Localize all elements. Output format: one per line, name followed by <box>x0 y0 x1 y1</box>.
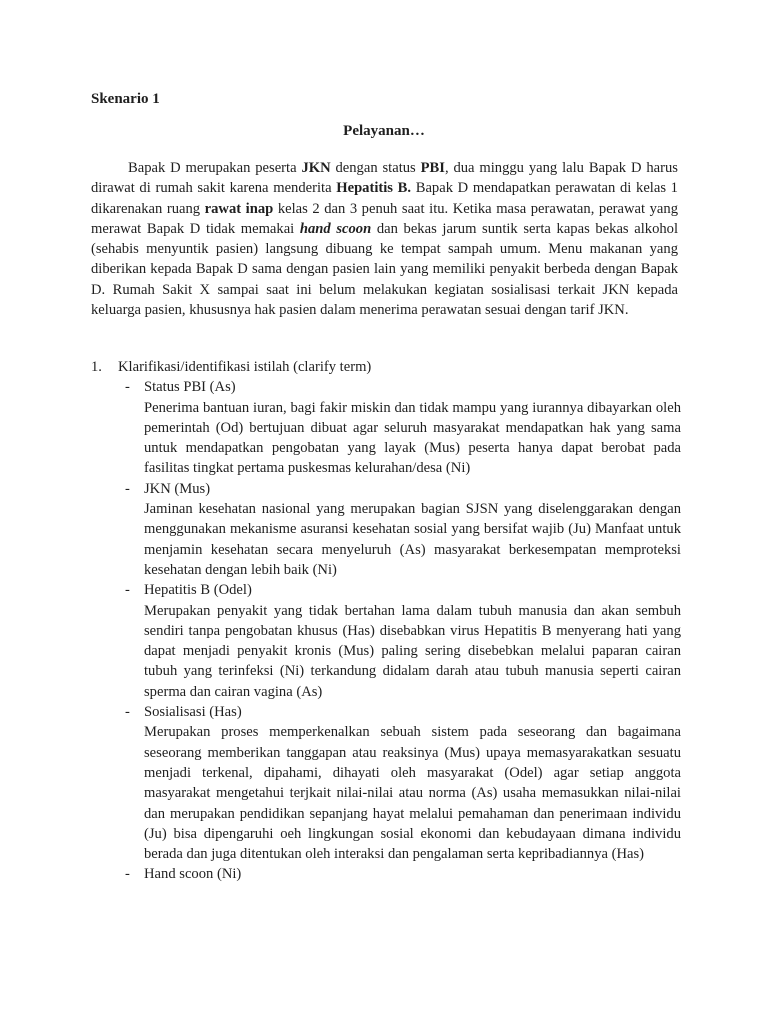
scenario-paragraph <box>91 158 678 320</box>
scenario-subheading: Pelayanan… <box>343 123 425 139</box>
term-title: Hepatitis B (Odel) <box>144 582 252 599</box>
scenario-heading: Skenario 1 <box>91 91 160 107</box>
term-dash: - <box>125 582 130 599</box>
term-item <box>91 702 681 722</box>
paragraph-run: kelas 2 dan 3 penuh saat itu. Ketika masa perawatan, perawat yang merawat Bapak D tidak memakai <box>91 200 678 237</box>
list-number: 1. <box>91 359 102 375</box>
paragraph-run: , dua minggu yang lalu Bapak D harus dirawat di rumah sakit karena menderita <box>91 160 678 197</box>
term-item <box>91 479 681 499</box>
term-definition: Merupakan penyakit yang tidak bertahan lama dalam tubuh manusia dan akan sembuh sendiri tanpa pengobatan khusus (Has) disebabkan virus Hepatitis B menyerang hati yang dapat menjadi penyakit kronis (Mus) paling sering disebebkan melalui paparan cairan tubuh yang terinfeksi (Ni) terkandung didalam darah atau tubuh manusia seperti cairan sperma dan cairan vagina (As) <box>144 602 681 700</box>
term-item <box>91 864 681 884</box>
paragraph-run: Bapak D mendapatkan perawatan di kelas 1 dikarenakan ruang <box>91 180 678 217</box>
paragraph-run-bold: JKN <box>301 160 331 176</box>
term-title: Hand scoon (Ni) <box>144 866 242 883</box>
paragraph-run: dengan status <box>330 160 421 176</box>
paragraph-run-bold: rawat inap <box>204 200 274 217</box>
term-definition: Penerima bantuan iuran, bagi fakir miskin dan tidak mampu yang iurannya dibayarkan oleh pemerintah (Od) bertujuan dibuat agar seluruh masyarakat mendapatkan hak yang sama untuk mendapatkan pengobatan yang layak (Mus) peserta hanya dapat berobat pada fasilitas tingkat pertama puskesmas kelurahan/desa (Ni) <box>144 399 681 477</box>
list-header <box>91 357 681 377</box>
paragraph-run-bold: PBI <box>420 160 445 176</box>
term-dash: - <box>125 866 130 883</box>
term-dash: - <box>125 379 130 396</box>
paragraph-run-bold-italic: hand scoon <box>299 220 372 237</box>
paragraph-run: Bapak D merupakan peserta <box>128 160 302 176</box>
term-title: Status PBI (As) <box>144 379 236 396</box>
term-title: JKN (Mus) <box>144 480 211 497</box>
term-list <box>91 357 681 885</box>
paragraph-run-bold: Hepatitis B. <box>336 180 412 197</box>
term-definition: Jaminan kesehatan nasional yang merupakan bagian SJSN yang diselenggarakan dengan menggunakan mekanisme asuransi kesehatan sosial yang bersifat wajib (Ju) Manfaat untuk menjamin kesehatan secara menyeluruh (As) masyarakat berkesempatan memproteksi kesehatan dengan lebih baik (Ni) <box>144 501 681 578</box>
term-item <box>91 377 681 397</box>
term-title: Sosialisasi (Has) <box>144 704 242 721</box>
paragraph-run: dan bekas jarum suntik serta kapas bekas alkohol (sehabis menyuntik pasien) langsung dibuang ke tempat sampah umum. Menu makanan yang diberikan kepada Bapak D sama dengan pasien lain yang memiliki penyakit berbeda dengan Bapak D. Rumah Sakit X sampai saat ini belum melakukan kegiatan sosialisasi terkait JKN kepada keluarga pasien, khususnya hak pasien dalam menerima perawatan sesuai dengan tarif JKN. <box>91 220 679 319</box>
term-item <box>91 580 681 600</box>
list-title: Klarifikasi/identifikasi istilah (clarify term) <box>118 359 372 375</box>
term-dash: - <box>125 480 130 497</box>
term-dash: - <box>125 704 130 721</box>
term-definition: Merupakan proses memperkenalkan sebuah sistem pada seseorang dan bagaimana seseorang memberikan tanggapan atau reaksinya (Mus) upaya memasyarakatkan sesuatu menjadi terkenal, dipahami, dihayati oleh masyarakat (Odel) agar setiap anggota masyarakat mengetahui terjkait nilai-nilai atau norma (As) usaha memasukkan nilai-nilai dan merupakan pendidikan sepanjang hayat melalui pemahaman dan penerimaan individu (Ju) bisa dipengaruhi oeh lingkungan sosial ekonomi dan kebudayaan dimana individu berada dan juga ditentukan oleh interaksi dan pengalaman serta kepribadiannya (Has) <box>144 724 681 863</box>
